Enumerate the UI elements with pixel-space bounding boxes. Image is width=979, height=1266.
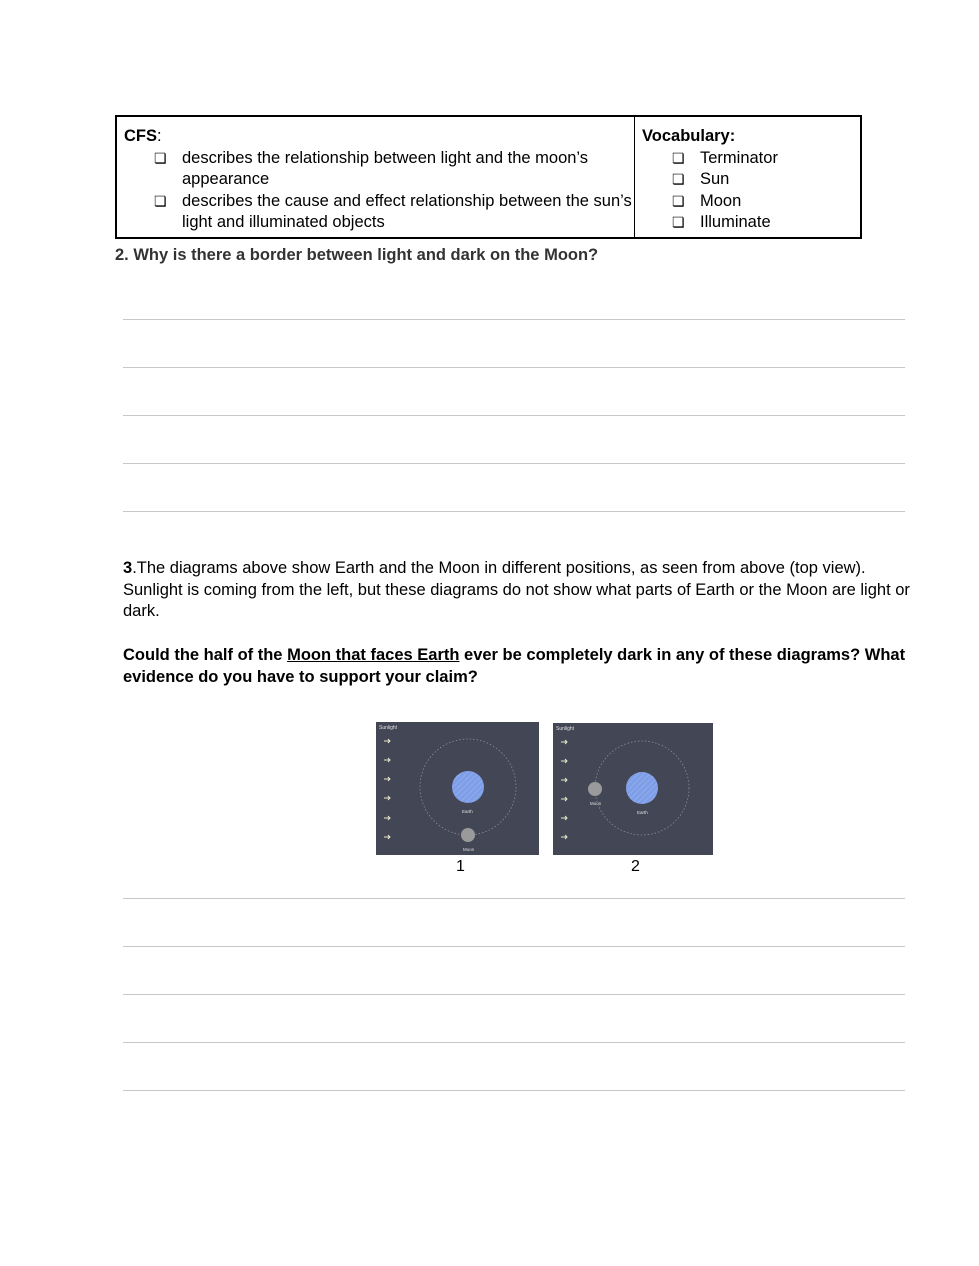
question-3-prompt (123, 645, 913, 688)
diagram-1-svg (376, 722, 539, 855)
cfs-item (124, 148, 634, 191)
vocabulary-item (642, 191, 860, 213)
cfs-vocabulary-box (115, 115, 862, 239)
arrow-icon (561, 778, 567, 782)
sunlight-label: Sunlight (379, 725, 398, 731)
sunlight-label: Sunlight (556, 726, 575, 732)
vocabulary-term: Terminator (700, 148, 778, 167)
cfs-item (124, 191, 634, 234)
answer-line[interactable] (123, 463, 905, 464)
prompt-before: Could the half of the (123, 646, 288, 665)
vocabulary-item (642, 212, 860, 234)
cfs-item-text: describes the relationship between light and the moon’s appearance (182, 148, 589, 188)
sunlight-arrows (561, 740, 567, 839)
vocabulary-term: Moon (700, 191, 742, 210)
diagram-2-svg (553, 723, 713, 855)
checkbox-icon[interactable]: ❏ (672, 192, 685, 209)
answer-line[interactable] (123, 898, 905, 899)
answer-line[interactable] (123, 1090, 905, 1091)
prompt-after: ever be completely dark in any of these diagrams? What evidence do you have to support your claim? (123, 646, 906, 686)
vocabulary-list (642, 148, 860, 234)
diagram-1 (376, 722, 539, 855)
diagram-2 (553, 723, 713, 855)
arrow-icon (561, 835, 567, 839)
cfs-colon: : (157, 127, 162, 145)
cfs-list (124, 148, 634, 234)
arrow-icon (384, 758, 390, 762)
question-3-number: 3 (123, 559, 133, 577)
sunlight-arrows (384, 739, 390, 839)
answer-line[interactable] (123, 1042, 905, 1043)
vocabulary-column (635, 117, 860, 237)
question-3-intro (123, 558, 913, 623)
moon-icon (588, 782, 602, 796)
vocabulary-heading: Vocabulary: (642, 127, 736, 145)
moon-label: Moon (463, 847, 475, 852)
earth-label: Earth (462, 809, 473, 814)
answer-line[interactable] (123, 994, 905, 995)
checkbox-icon[interactable]: ❏ (672, 171, 685, 187)
earth-icon (452, 771, 484, 803)
arrow-icon (384, 835, 390, 839)
checkbox-icon[interactable]: ❏ (154, 192, 167, 209)
cfs-item-text: describes the cause and effect relationship between the sun’s light and illuminated objects (182, 191, 632, 231)
earth-label: Earth (637, 810, 648, 815)
arrow-icon (561, 797, 567, 801)
vocabulary-term: Sun (700, 170, 730, 188)
arrow-icon (384, 777, 390, 781)
question-2: 2. Why is there a border between light and dark on the Moon? (115, 246, 599, 264)
arrow-icon (561, 759, 567, 763)
arrow-icon (384, 816, 390, 820)
earth-icon (626, 772, 658, 804)
answer-line[interactable] (123, 511, 905, 512)
checkbox-icon[interactable]: ❏ (672, 214, 685, 230)
arrow-icon (384, 796, 390, 800)
cfs-column (117, 117, 635, 237)
question-3-intro-text: .The diagrams above show Earth and the Moon in different positions, as seen from above (top view). Sunlight is coming from the left, but these diagrams do not show what parts of Earth or the Moon are light or dark. (123, 559, 910, 621)
answer-line[interactable] (123, 415, 905, 416)
diagram-2-number: 2 (631, 858, 640, 875)
question-3 (123, 558, 913, 689)
moon-icon (461, 828, 475, 842)
diagram-1-number: 1 (456, 858, 465, 875)
checkbox-icon[interactable]: ❏ (672, 149, 685, 166)
answer-line[interactable] (123, 367, 905, 368)
cfs-heading: CFS (124, 127, 157, 145)
prompt-underlined: Moon that faces Earth (287, 646, 460, 665)
arrow-icon (384, 739, 390, 743)
answer-line[interactable] (123, 319, 905, 320)
vocabulary-term: Illuminate (700, 213, 771, 231)
answer-line[interactable] (123, 946, 905, 947)
arrow-icon (561, 816, 567, 820)
checkbox-icon[interactable]: ❏ (154, 149, 167, 166)
moon-label: Moon (590, 801, 602, 806)
vocabulary-item (642, 169, 860, 191)
vocabulary-item (642, 148, 860, 170)
arrow-icon (561, 740, 567, 744)
